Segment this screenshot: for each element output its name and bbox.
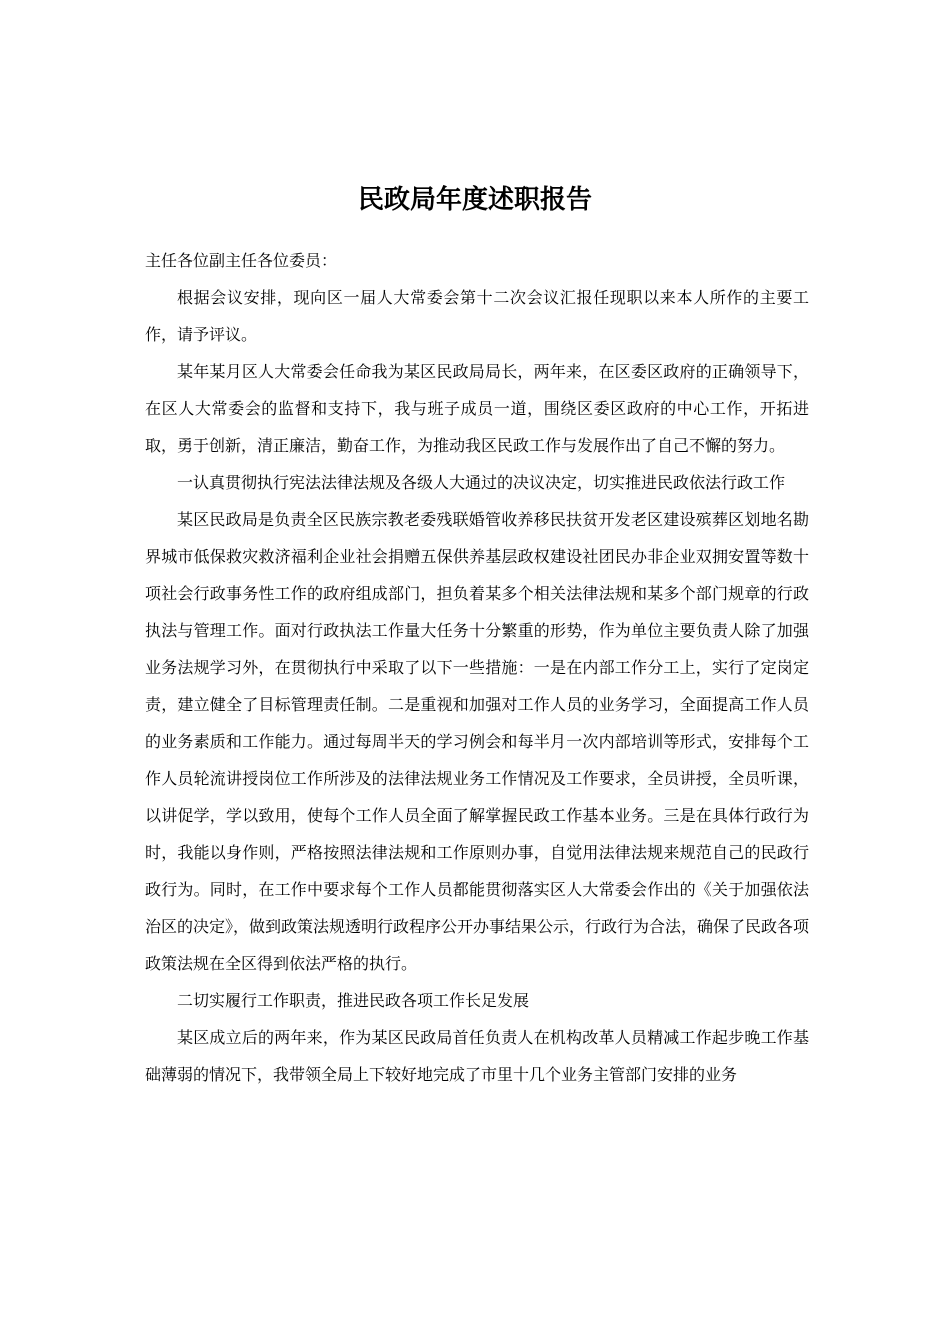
document-title: 民政局年度述职报告 [357, 185, 592, 215]
paragraph: 某年某月区人大常委会任命我为某区民政局局长，两年来，在区委区政府的正确领导下，在区人大常委会的监督和支持下，我与班子成员一道，围绕区委区政府的中心工作，开拓进取，勇于创新，清正廉洁，勤奋工作，为推动我区民政工作与发展作出了自己不懈的努力。 [145, 362, 809, 455]
paragraph: 根据会议安排，现向区一届人大常委会第十二次会议汇报任现职以来本人所作的主要工作，请予评议。 [145, 288, 809, 344]
paragraph: 某区成立后的两年来，作为某区民政局首任负责人在机构改革人员精减工作起步晚工作基础薄弱的情况下，我带领全局上下较好地完成了市里十几个业务主管部门安排的业务 [145, 1028, 809, 1084]
section-heading: 一认真贯彻执行宪法法律法规及各级人大通过的决议决定，切实推进民政依法行政工作 [177, 473, 786, 492]
salutation: 主任各位副主任各位委员： [145, 251, 338, 270]
paragraph: 某区民政局是负责全区民族宗教老委残联婚管收养移民扶贫开发老区建设殡葬区划地名勘界城市低保救灾救济福利企业社会捐赠五保供养基层政权建设社团民办非企业双拥安置等数十项社会行政事务性工作的政府组成部门，担负着某多个相关法律法规和某多个部门规章的行政执法与管理工作。面对行政执法工作量大任务十分繁重的形势，作为单位主要负责人除了加强业务法规学习外，在贯彻执行中采取了以下一些措施：一是在内部工作分工上，实行了定岗定责，建立健全了目标管理责任制。二是重视和加强对工作人员的业务学习，全面提高工作人员的业务素质和工作能力。通过每周半天的学习例会和每半月一次内部培训等形式，安排每个工作人员轮流讲授岗位工作所涉及的法律法规业务工作情况及工作要求，全员讲授，全员听课，以讲促学，学以致用，使每个工作人员全面了解掌握民政工作基本业务。三是在具体行政行为时，我能以身作则，严格按照法律法规和工作原则办事，自觉用法律法规来规范自己的民政行政行为。同时，在工作中要求每个工作人员都能贯彻落实区人大常委会作出的《关于加强依法治区的决定》，做到政策法规透明行政程序公开办事结果公示，行政行为合法，确保了民政各项政策法规在全区得到依法严格的执行。 [145, 510, 810, 973]
section-heading: 二切实履行工作职责，推进民政各项工作长足发展 [177, 991, 530, 1010]
document-body [145, 242, 809, 1093]
